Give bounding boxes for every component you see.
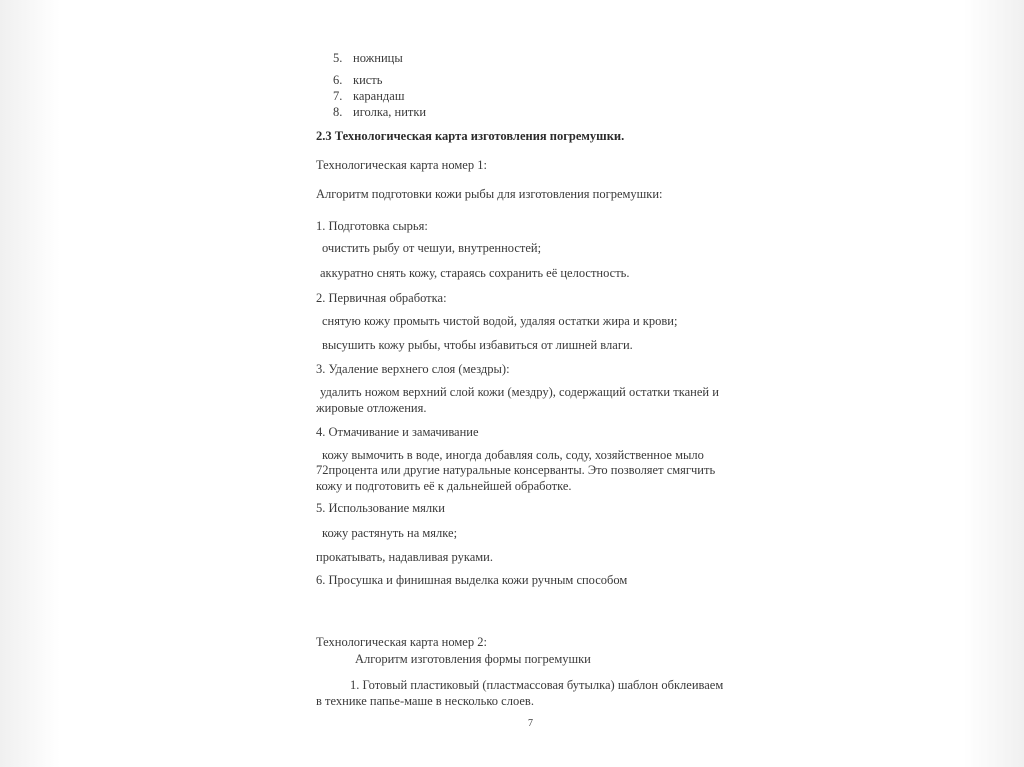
- list-item-text: ножницы: [353, 51, 403, 65]
- list-item-number: 7.: [333, 89, 343, 103]
- step-title: 2. Первичная обработка:: [316, 291, 447, 305]
- page-number: 7: [528, 718, 533, 729]
- card2-title: Технологическая карта номер 2:: [316, 635, 487, 649]
- step-line: удалить ножом верхний слой кожи (мездру), содержащий остатки тканей и: [320, 385, 719, 399]
- list-item: [333, 104, 426, 120]
- step-line: снятую кожу промыть чистой водой, удаляя остатки жира и крови;: [322, 314, 678, 328]
- step-title: 1. Подготовка сырья:: [316, 219, 428, 233]
- step-line: кожу и подготовить её к дальнейшей обработке.: [316, 479, 572, 493]
- list-item: [333, 50, 403, 66]
- list-item: [333, 72, 382, 88]
- section-heading: 2.3 Технологическая карта изготовления погремушки.: [316, 129, 625, 143]
- step-line: кожу вымочить в воде, иногда добавляя соль, соду, хозяйственное мыло: [322, 448, 704, 462]
- step-line: жировые отложения.: [316, 401, 427, 415]
- list-item-text: кисть: [353, 73, 383, 87]
- card2-step-line: в технике папье-маше в несколько слоев.: [316, 694, 534, 708]
- list-item-number: 6.: [333, 73, 343, 87]
- step-line: прокатывать, надавливая руками.: [316, 550, 493, 564]
- card1-title: Технологическая карта номер 1:: [316, 158, 487, 172]
- step-line: аккуратно снять кожу, стараясь сохранить её целостность.: [320, 266, 630, 280]
- step-line: кожу растянуть на мялке;: [322, 526, 458, 540]
- step-line: очистить рыбу от чешуи, внутренностей;: [322, 241, 542, 255]
- step-title: 6. Просушка и финишная выделка кожи ручным способом: [316, 573, 628, 587]
- step-title: 5. Использование мялки: [316, 501, 445, 515]
- step-line: высушить кожу рыбы, чтобы избавиться от лишней влаги.: [322, 338, 633, 352]
- card1-algorithm-title: Алгоритм подготовки кожи рыбы для изготовления погремушки:: [316, 187, 663, 201]
- list-item-number: 8.: [333, 105, 343, 119]
- list-item-text: иголка, нитки: [353, 105, 427, 119]
- step-title: 4. Отмачивание и замачивание: [316, 425, 479, 439]
- list-item-number: 5.: [333, 51, 343, 65]
- step-title: 3. Удаление верхнего слоя (мездры):: [316, 362, 510, 376]
- card2-step-line: 1. Готовый пластиковый (пластмассовая бутылка) шаблон обклеиваем: [350, 678, 724, 692]
- step-line: 72процента или другие натуральные консерванты. Это позволяет смягчить: [316, 463, 716, 477]
- list-item-text: карандаш: [353, 89, 405, 103]
- list-item: [333, 88, 404, 104]
- card2-algorithm-title: Алгоритм изготовления формы погремушки: [355, 652, 591, 666]
